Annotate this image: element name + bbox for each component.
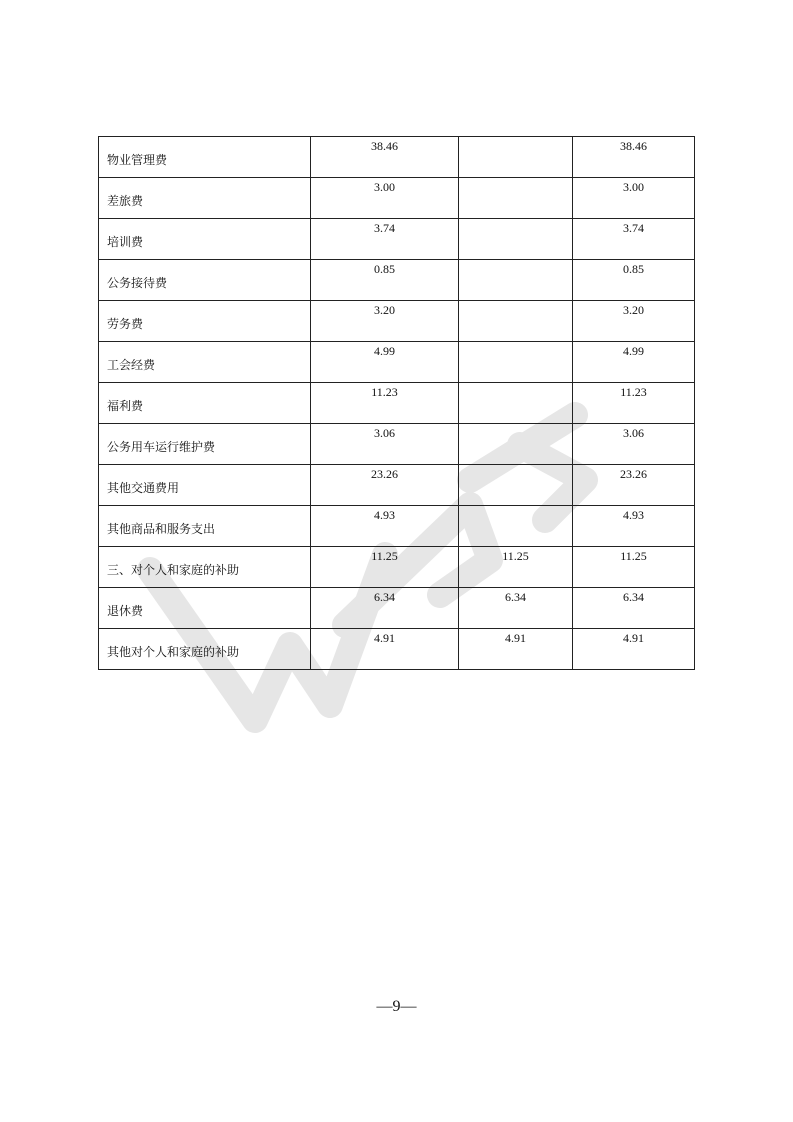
table-cell [459,178,573,219]
table-cell [99,383,311,424]
row-label: 其他对个人和家庭的补助 [107,645,240,659]
table-cell [573,424,695,465]
table-cell [99,547,311,588]
value-total: 38.46 [371,139,398,153]
value-total: 3.74 [374,221,395,235]
row-label: 公务用车运行维护费 [107,440,216,454]
table-cell [459,629,573,670]
value-basic: 6.34 [505,590,526,604]
table-cell [311,301,459,342]
value-total: 11.23 [371,385,398,399]
value-total-2: 4.93 [623,508,644,522]
table-cell [311,383,459,424]
table-cell [99,424,311,465]
value-basic: 11.25 [502,549,529,563]
value-total-2: 4.99 [623,344,644,358]
table-cell [311,547,459,588]
table-cell [99,342,311,383]
table-cell [573,178,695,219]
value-total-2: 23.26 [620,467,647,481]
row-label: 退休费 [107,604,144,618]
table-cell [311,178,459,219]
value-total: 0.85 [374,262,395,276]
table-cell [99,301,311,342]
table-cell [99,629,311,670]
table-cell [459,506,573,547]
value-total-2: 3.00 [623,180,644,194]
table-row [99,547,695,588]
value-total: 3.00 [374,180,395,194]
table-row [99,178,695,219]
value-basic [459,219,572,221]
value-total: 3.20 [374,303,395,317]
table-cell [311,137,459,178]
row-label: 其他商品和服务支出 [107,522,216,536]
table-cell [573,547,695,588]
table-cell [573,506,695,547]
table-cell [311,588,459,629]
value-total-2: 11.23 [620,385,647,399]
value-total: 3.06 [374,426,395,440]
table-cell [459,588,573,629]
table-row [99,260,695,301]
value-total-2: 3.06 [623,426,644,440]
table-cell [573,588,695,629]
table-cell [459,465,573,506]
value-basic [459,383,572,385]
table-cell [99,260,311,301]
value-total: 11.25 [371,549,398,563]
table-cell [573,260,695,301]
table-cell [311,506,459,547]
table-cell [573,219,695,260]
value-total-2: 4.91 [623,631,644,645]
table-cell [99,178,311,219]
table-cell [459,342,573,383]
value-basic [459,465,572,467]
value-basic [459,301,572,303]
page-number: —9— [376,998,417,1015]
table-row [99,383,695,424]
value-basic: 4.91 [505,631,526,645]
table-cell [459,547,573,588]
row-label: 培训费 [107,235,144,249]
table-row [99,301,695,342]
table-cell [311,629,459,670]
value-total: 4.93 [374,508,395,522]
value-total-2: 3.74 [623,221,644,235]
table-cell [459,219,573,260]
table-cell [459,424,573,465]
value-total: 6.34 [374,590,395,604]
table-cell [311,219,459,260]
row-label: 其他交通费用 [107,481,180,495]
value-basic [459,506,572,508]
table-row [99,465,695,506]
table-cell [99,219,311,260]
table-cell [311,424,459,465]
value-total-2: 11.25 [620,549,647,563]
table-row [99,219,695,260]
value-total-2: 0.85 [623,262,644,276]
table-cell [311,342,459,383]
budget-table [98,136,695,670]
row-label: 三、对个人和家庭的补助 [107,563,240,577]
row-label: 公务接待费 [107,276,168,290]
value-basic [459,137,572,139]
table-cell [573,301,695,342]
row-label: 工会经费 [107,358,156,372]
table-cell [573,465,695,506]
table-row [99,629,695,670]
table-cell [573,383,695,424]
row-label: 差旅费 [107,194,144,208]
table-cell [573,342,695,383]
table-cell [459,301,573,342]
value-total-2: 6.34 [623,590,644,604]
table-cell [99,588,311,629]
value-total: 4.99 [374,344,395,358]
value-basic [459,178,572,180]
table-row [99,588,695,629]
table-cell [459,260,573,301]
table-cell [311,465,459,506]
table-cell [99,506,311,547]
table-cell [459,137,573,178]
row-label: 物业管理费 [107,153,168,167]
table-cell [573,137,695,178]
value-basic [459,260,572,262]
row-label: 福利费 [107,399,144,413]
table-row [99,424,695,465]
table-body [99,137,695,670]
value-basic [459,424,572,426]
table-cell [311,260,459,301]
table-cell [99,465,311,506]
row-label: 劳务费 [107,317,144,331]
table-row [99,342,695,383]
table-cell [573,629,695,670]
value-total-2: 38.46 [620,139,647,153]
table-row [99,137,695,178]
table-row [99,506,695,547]
value-basic [459,342,572,344]
value-total: 23.26 [371,467,398,481]
table-cell [99,137,311,178]
table-cell [459,383,573,424]
value-total-2: 3.20 [623,303,644,317]
value-total: 4.91 [374,631,395,645]
